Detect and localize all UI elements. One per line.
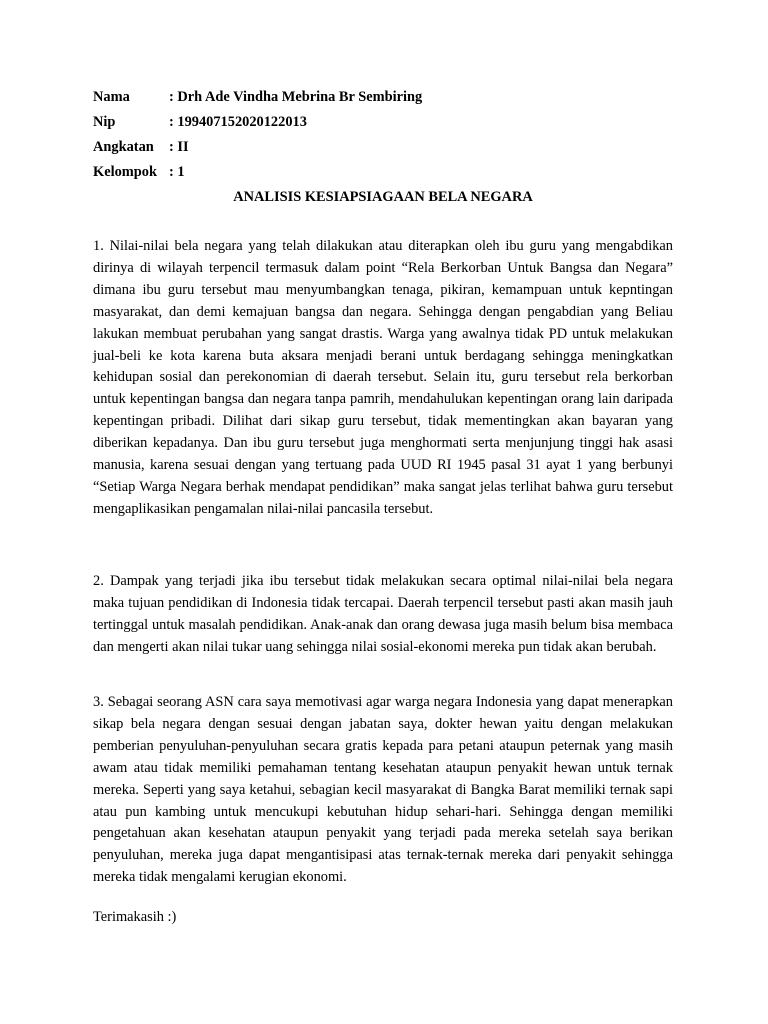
paragraph-2: 2. Dampak yang terjadi jika ibu tersebut tidak melakukan secara optimal nilai-nilai bela negara maka tujuan pendidikan di Indonesia tidak tercapai. Daerah terpencil tersebut pasti akan masih jauh tertinggal untuk masalah pendidikan. Anak-anak dan orang dewasa juga masih belum bisa membaca dan mengerti akan nilai tukar uang sehingga nilai sosial-ekonomi mereka pun tidak akan berubah. (93, 573, 673, 655)
kelompok-row (93, 161, 422, 186)
nip-row (93, 111, 422, 136)
kelompok-value: : 1 (169, 164, 185, 180)
name-label: Nama (93, 89, 130, 105)
closing-text: Terimakasih :) (93, 909, 177, 925)
angkatan-row (93, 136, 422, 161)
paragraph-3: 3. Sebagai seorang ASN cara saya memotivasi agar warga negara Indonesia yang dapat menerapkan sikap bela negara dengan sesuai dengan jabatan saya, dokter hewan yaitu dengan melakukan pemberian penyuluhan-penyuluhan secara gratis kepada para petani ataupun peternak yang masih awam atau tidak memiliki pemahaman tentang kesehatan ataupun penyakit hewan untuk ternak mereka. Seperti yang saya ketahui, sebagian kecil masyarakat di Bangka Barat memiliki ternak sapi atau pun kambing untuk mencukupi kebutuhan hidup sehari-hari. Sehingga dengan memiliki pengetahuan akan kesehatan ataupun penyakit yang terjadi pada mereka setelah saya berikan penyuluhan, mereka juga dapat mengantisipasi atas ternak-ternak mereka dari penyakit sehingga mereka tidak mengalami kerugian ekonomi. (93, 694, 673, 886)
name-row (93, 86, 422, 111)
name-value: : Drh Ade Vindha Mebrina Br Sembiring (169, 89, 423, 105)
nip-value: : 199407152020122013 (169, 114, 307, 130)
angkatan-value: : II (169, 139, 189, 155)
document-title: ANALISIS KESIAPSIAGAAN BELA NEGARA (233, 189, 533, 205)
angkatan-label: Angkatan (93, 139, 154, 155)
nip-label: Nip (93, 114, 116, 130)
paragraph-1: 1. Nilai-nilai bela negara yang telah dilakukan atau diterapkan oleh ibu guru yang mengabdikan dirinya di wilayah terpencil termasuk dalam point “Rela Berkorban Untuk Bangsa dan Negara” dimana ibu guru tersebut mau menyumbangkan tenaga, pikiran, kemampuan untuk kepntingan masyarakat, dan demi kemajuan bangsa dan negara. Sehingga dengan pengabdian yang Beliau lakukan membuat perubahan yang sangat drastis. Warga yang awalnya tidak PD untuk melakukan jual-beli ke kota karena buta aksara menjadi berani untuk berdagang sehingga meningkatkan kehidupan sosial dan perekonomian di daerah tersebut. Selain itu, guru tersebut rela berkorban untuk kepentingan bangsa dan negara tanpa pamrih, mendahulukan kepentingan orang lain daripada kepentingan pribadi. Dilihat dari sikap guru tersebut, tidak mementingkan akan bayaran yang diberikan kepadanya. Dan ibu guru tersebut juga menghormati serta menjunjung tinggi hak asasi manusia, karena sesuai dengan yang tertuang pada UUD RI 1945 pasal 31 ayat 1 yang berbunyi “Setiap Warga Negara berhak mendapat pendidikan” maka sangat jelas terlihat bahwa guru tersebut mengaplikasikan pengamalan nilai-nilai pancasila tersebut. (93, 238, 673, 517)
identity-block (93, 86, 422, 186)
kelompok-label: Kelompok (93, 164, 157, 180)
